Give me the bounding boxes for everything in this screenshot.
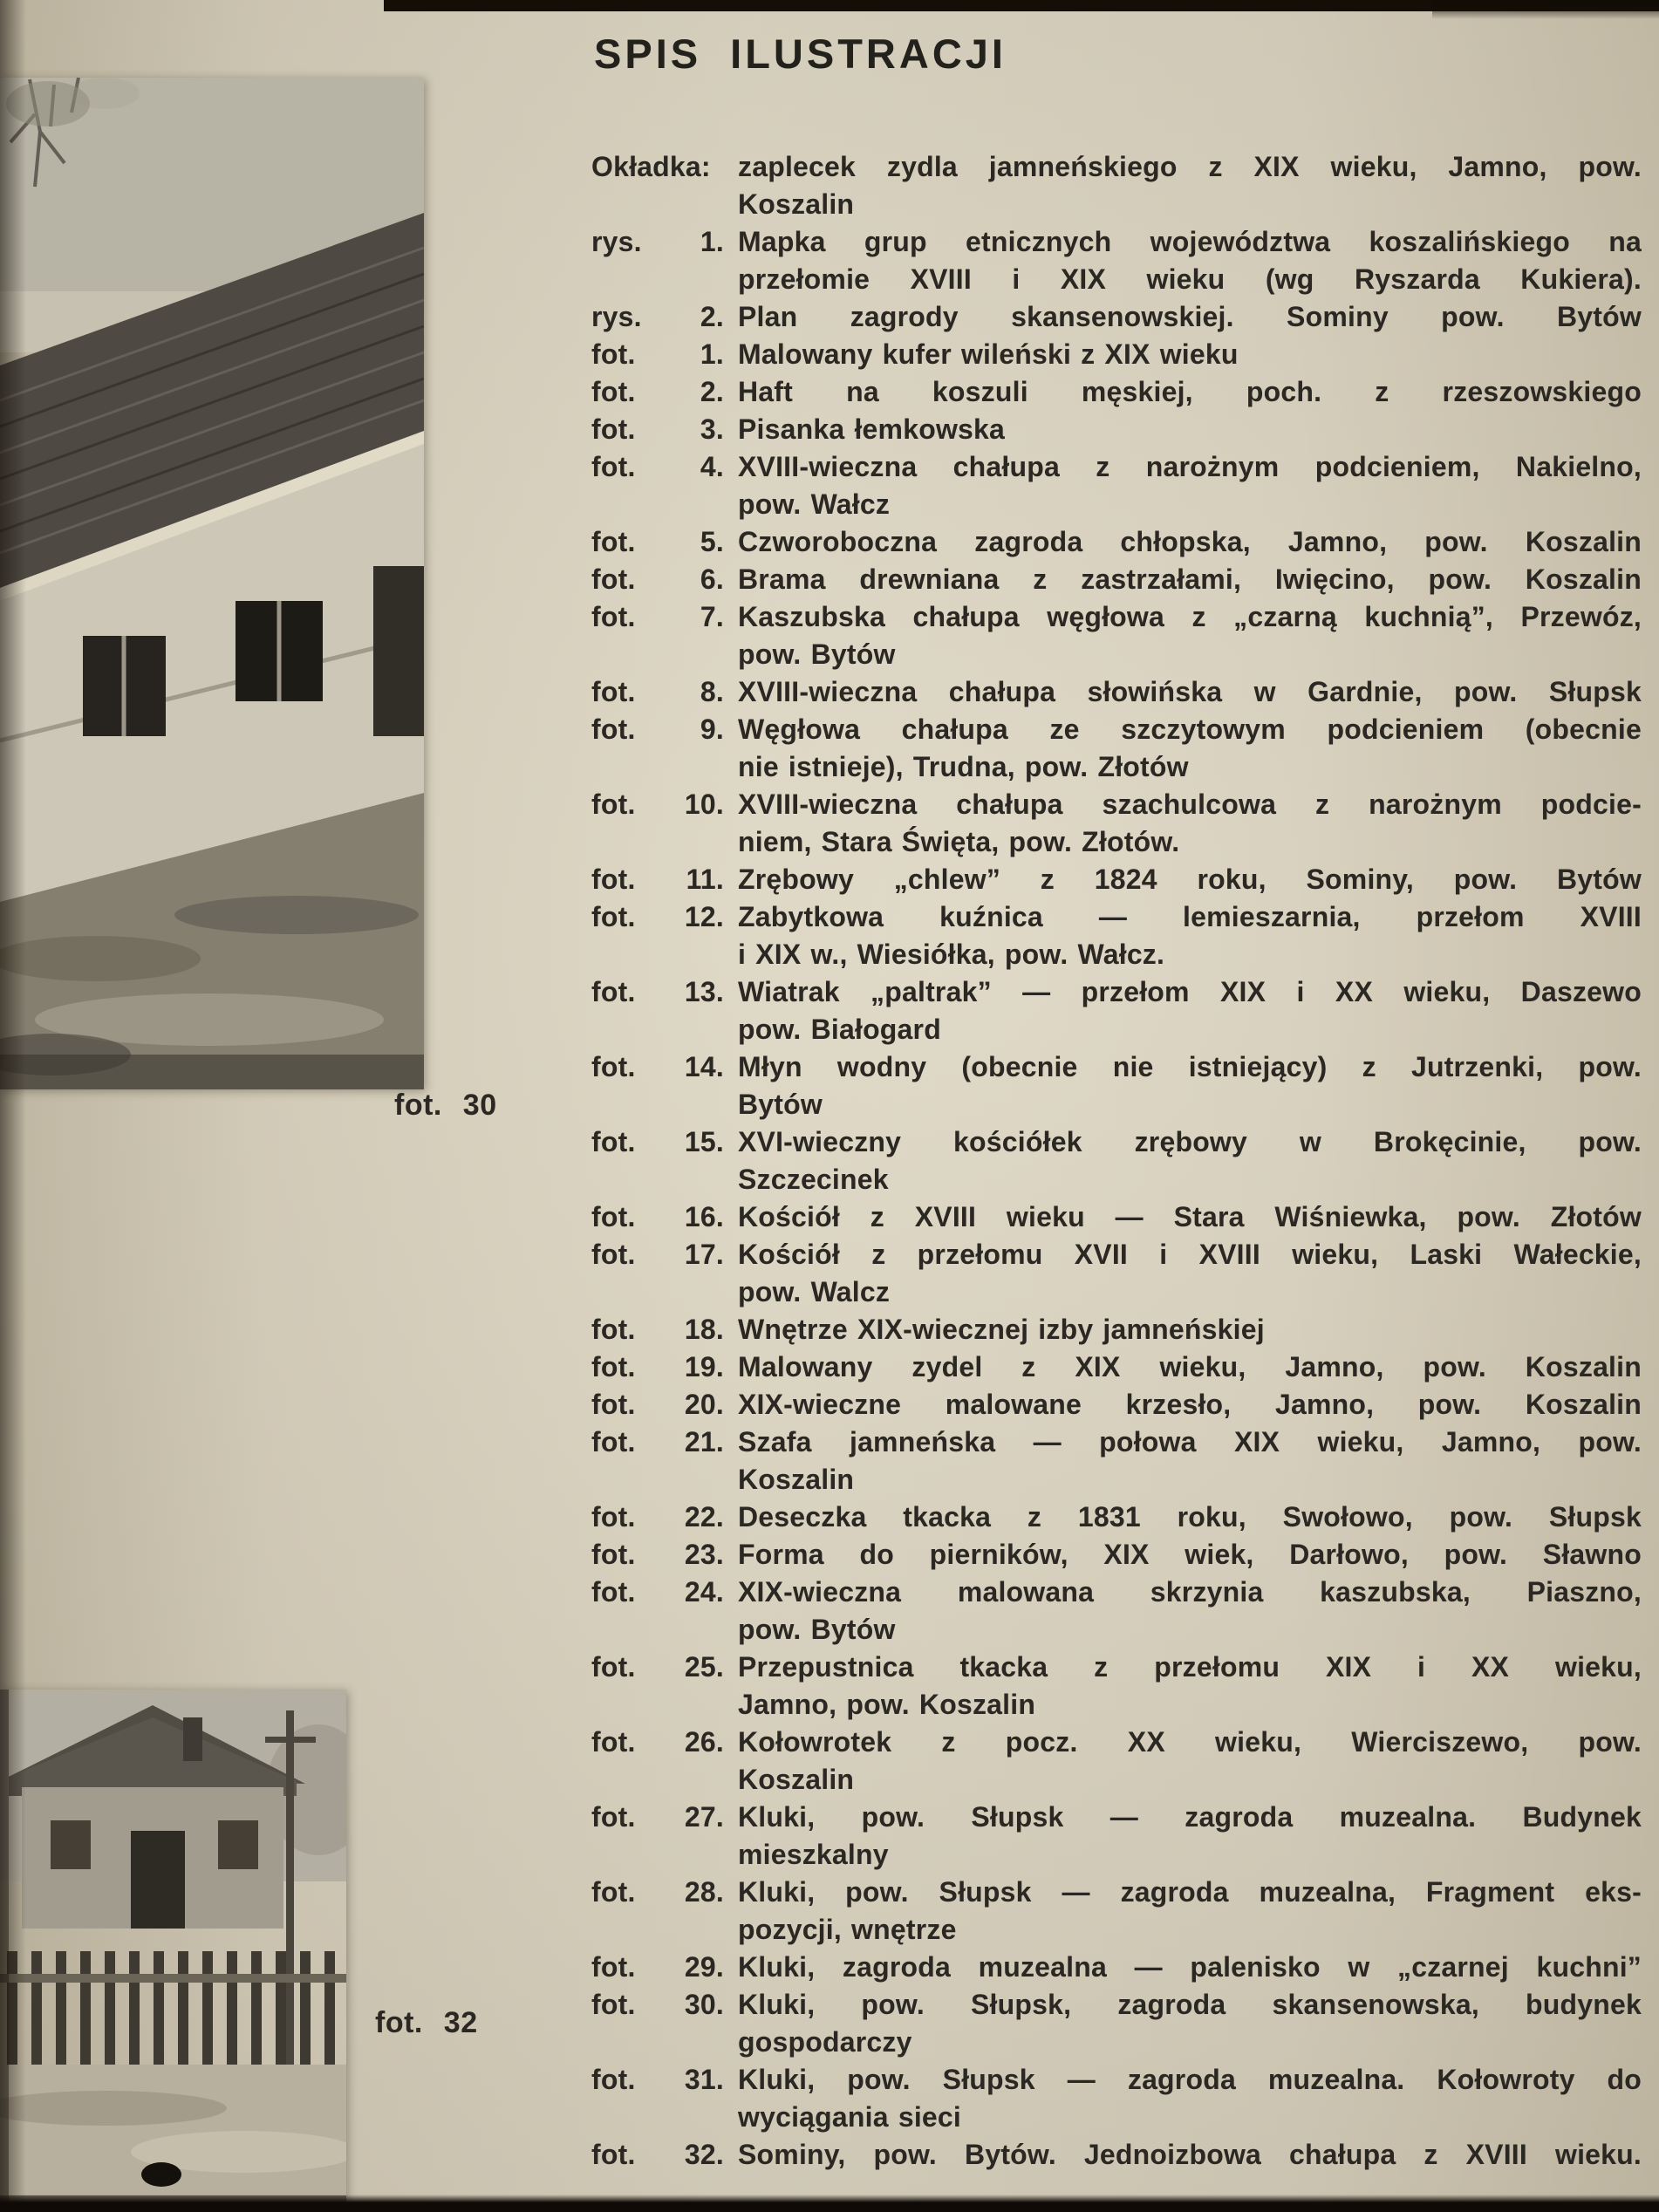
entry-text <box>738 1423 1642 1499</box>
entry-text <box>738 336 1642 373</box>
entry-text <box>738 711 1642 786</box>
entry-prefix: rys. <box>591 226 642 257</box>
entry-prefix: fot. <box>591 2139 636 2170</box>
entry-number: 20. <box>684 1389 724 1420</box>
entry-prefix: fot. <box>591 1726 636 1758</box>
photo-caption-fot-32: fot. 32 <box>375 2006 478 2039</box>
entry-prefix: fot. <box>591 1951 636 1983</box>
list-entry <box>591 1236 1642 1311</box>
entry-line: Plan zagrody skansenowskiej. Sominy pow. Bytów <box>738 301 1642 332</box>
entry-prefix: fot. <box>591 789 636 820</box>
entry-text <box>738 561 1642 598</box>
entry-label <box>591 1198 724 1236</box>
entry-prefix: fot. <box>591 413 636 445</box>
entry-text <box>738 673 1642 711</box>
entry-line: Kluki, pow. Słupsk — zagroda muzealna. Budynek <box>738 1801 1642 1833</box>
entry-label <box>591 973 724 1048</box>
entry-number: 29. <box>684 1951 724 1983</box>
entry-label <box>591 598 724 673</box>
list-entry <box>591 2136 1642 2174</box>
entry-label <box>591 223 724 298</box>
entry-line: Kościół z przełomu XVII i XVIII wieku, Laski Wałeckie, <box>738 1239 1642 1270</box>
entry-line: pozycji, wnętrze <box>738 1914 957 1945</box>
list-entry <box>591 336 1642 373</box>
entry-line: Koszalin <box>738 188 855 220</box>
entry-number: 4. <box>700 451 724 482</box>
list-entry <box>591 2061 1642 2136</box>
entry-number: 27. <box>684 1801 724 1833</box>
entry-number: 23. <box>684 1539 724 1570</box>
list-entry <box>591 1799 1642 1874</box>
entry-prefix: fot. <box>591 338 636 370</box>
entry-label <box>591 1536 724 1574</box>
entry-text <box>738 1311 1642 1348</box>
entry-label <box>591 673 724 711</box>
list-entry <box>591 1386 1642 1423</box>
entry-line: pow. Wałcz <box>738 488 891 520</box>
entry-number: 1. <box>700 338 724 370</box>
entry-text <box>738 1574 1642 1649</box>
entry-number: 6. <box>700 563 724 595</box>
list-entry <box>591 1986 1642 2061</box>
entry-label <box>591 561 724 598</box>
entry-label <box>591 1799 724 1874</box>
entry-prefix: fot. <box>591 376 636 407</box>
entry-line: Koszalin <box>738 1464 855 1495</box>
entry-number: 16. <box>684 1201 724 1232</box>
list-entry <box>591 1536 1642 1574</box>
entry-text <box>738 973 1642 1048</box>
page-edge-left <box>0 0 26 2212</box>
entry-line: Kluki, pow. Słupsk, zagroda skansenowska, budynek <box>738 1989 1642 2020</box>
entry-label <box>591 298 724 336</box>
list-entry <box>591 898 1642 973</box>
entry-label <box>591 523 724 561</box>
entry-number: 2. <box>700 301 724 332</box>
list-entry <box>591 786 1642 861</box>
entry-line: gospodarczy <box>738 2026 912 2058</box>
list-entry <box>591 673 1642 711</box>
photo-farm-building-image <box>0 1690 346 2212</box>
entry-text <box>738 786 1642 861</box>
entry-label <box>591 1874 724 1949</box>
entry-line: Kluki, pow. Słupsk — zagroda muzealna. Kołowroty do <box>738 2064 1642 2095</box>
entry-line: XVIII-wieczna chałupa z narożnym podcieniem, Nakielno, <box>738 451 1642 482</box>
entry-number: 3. <box>700 413 724 445</box>
entry-line: nie istnieje), Trudna, pow. Złotów <box>738 751 1189 782</box>
entry-number: 1. <box>700 226 724 257</box>
entry-text <box>738 1536 1642 1574</box>
entry-line: Kołowrotek z pocz. XX wieku, Wierciszewo, pow. <box>738 1726 1642 1758</box>
entry-line: Forma do pierników, XIX wiek, Darłowo, pow. Sławno <box>738 1539 1642 1570</box>
entry-text <box>738 523 1642 561</box>
list-entry <box>591 973 1642 1048</box>
list-entry <box>591 148 1642 223</box>
entry-number: 18. <box>684 1314 724 1345</box>
entry-line: Zrębowy „chlew” z 1824 roku, Sominy, pow. Bytów <box>738 864 1642 895</box>
entry-label <box>591 1949 724 1986</box>
entry-line: zaplecek zydla jamneńskiego z XIX wieku, Jamno, pow. <box>738 151 1642 182</box>
entry-text <box>738 1386 1642 1423</box>
entry-line: Malowany zydel z XIX wieku, Jamno, pow. Koszalin <box>738 1351 1642 1382</box>
entry-text <box>738 1348 1642 1386</box>
page-title: SPIS ILUSTRACJI <box>594 31 1007 77</box>
entry-prefix: fot. <box>591 1539 636 1570</box>
list-entry <box>591 1048 1642 1123</box>
entry-number: 2. <box>700 376 724 407</box>
entry-text <box>738 1986 1642 2061</box>
list-entry <box>591 711 1642 786</box>
list-entry <box>591 598 1642 673</box>
entry-line: Kościół z XVIII wieku — Stara Wiśniewka, pow. Złotów <box>738 1201 1642 1232</box>
list-entry <box>591 223 1642 298</box>
entry-text <box>738 373 1642 411</box>
entry-text <box>738 1048 1642 1123</box>
entry-prefix: fot. <box>591 1989 636 2020</box>
entry-line: wyciągania sieci <box>738 2101 962 2133</box>
list-entry <box>591 411 1642 448</box>
entry-label <box>591 1311 724 1348</box>
entry-text <box>738 2061 1642 2136</box>
entry-label <box>591 1986 724 2061</box>
entry-number: 9. <box>700 713 724 745</box>
entry-label <box>591 1574 724 1649</box>
entry-prefix: fot. <box>591 1651 636 1683</box>
list-entry <box>591 523 1642 561</box>
entry-prefix: fot. <box>591 1876 636 1908</box>
entry-number: 22. <box>684 1501 724 1533</box>
list-entry <box>591 1123 1642 1198</box>
entry-line: mieszkalny <box>738 1839 889 1870</box>
entry-number: 5. <box>700 526 724 557</box>
entry-text <box>738 598 1642 673</box>
entry-number: 17. <box>684 1239 724 1270</box>
entry-line: XVIII-wieczna chałupa szachulcowa z narożnym podcie- <box>738 789 1642 820</box>
entry-line: XVI-wieczny kościółek zrębowy w Brokęcinie, pow. <box>738 1126 1642 1157</box>
entry-text <box>738 298 1642 336</box>
entry-text <box>738 1649 1642 1724</box>
entry-text <box>738 411 1642 448</box>
entry-text <box>738 148 1642 223</box>
entry-number: 25. <box>684 1651 724 1683</box>
entry-text <box>738 898 1642 973</box>
entry-label <box>591 711 724 786</box>
entry-line: pow. Bytów <box>738 638 896 670</box>
entry-prefix: fot. <box>591 713 636 745</box>
entry-line: Młyn wodny (obecnie nie istniejący) z Jutrzenki, pow. <box>738 1051 1642 1082</box>
entry-line: Mapka grup etnicznych województwa koszalińskiego na <box>738 226 1642 257</box>
entry-label <box>591 411 724 448</box>
entry-line: pow. Bytów <box>738 1614 896 1645</box>
entry-label <box>591 1649 724 1724</box>
entry-label <box>591 2136 724 2174</box>
entry-line: Kluki, zagroda muzealna — palenisko w „czarnej kuchni” <box>738 1951 1642 1983</box>
entry-number: 32. <box>684 2139 724 2170</box>
entry-prefix: fot. <box>591 1051 636 1082</box>
entry-line: Pisanka łemkowska <box>738 413 1006 445</box>
entry-label <box>591 898 724 973</box>
entry-line: przełomie XVIII i XIX wieku (wg Ryszarda Kukiera). <box>738 263 1642 295</box>
list-entry <box>591 561 1642 598</box>
entry-number: 7. <box>700 601 724 632</box>
entry-line: Brama drewniana z zastrzałami, Iwięcino, pow. Koszalin <box>738 563 1642 595</box>
entry-prefix: rys. <box>591 301 642 332</box>
entry-text <box>738 1724 1642 1799</box>
photo-farm-building <box>0 1690 346 2212</box>
list-entry <box>591 1949 1642 1986</box>
entry-number: 24. <box>684 1576 724 1608</box>
list-entry <box>591 448 1642 523</box>
entry-number: 12. <box>684 901 724 932</box>
entry-label <box>591 1386 724 1423</box>
entry-line: Przepustnica tkacka z przełomu XIX i XX wieku, <box>738 1651 1642 1683</box>
entry-prefix: fot. <box>591 676 636 707</box>
entry-line: niem, Stara Święta, pow. Złotów. <box>738 826 1180 857</box>
entry-number: 28. <box>684 1876 724 1908</box>
entry-line: Szczecinek <box>738 1164 889 1195</box>
entry-label <box>591 1123 724 1198</box>
entry-prefix: fot. <box>591 451 636 482</box>
entry-line: XIX-wieczne malowane krzesło, Jamno, pow. Koszalin <box>738 1389 1642 1420</box>
entry-line: XIX-wieczna malowana skrzynia kaszubska, Piaszno, <box>738 1576 1642 1608</box>
entry-prefix: fot. <box>591 1426 636 1458</box>
entry-number: 26. <box>684 1726 724 1758</box>
list-entry <box>591 1724 1642 1799</box>
entry-line: Bytów <box>738 1089 823 1120</box>
entry-label <box>591 1348 724 1386</box>
entry-line: Kaszubska chałupa węgłowa z „czarną kuchnią”, Przewóz, <box>738 601 1642 632</box>
entry-number: 15. <box>684 1126 724 1157</box>
entry-number: 21. <box>684 1426 724 1458</box>
entry-line: Haft na koszuli męskiej, poch. z rzeszowskiego <box>738 376 1642 407</box>
entry-line: Zabytkowa kuźnica — lemieszarnia, przełom XVIII <box>738 901 1642 932</box>
entry-text <box>738 1874 1642 1949</box>
entry-number: 10. <box>684 789 724 820</box>
entry-number: 14. <box>684 1051 724 1082</box>
entry-prefix: fot. <box>591 1801 636 1833</box>
list-entry <box>591 1423 1642 1499</box>
entry-prefix: fot. <box>591 1351 636 1382</box>
entry-number: 31. <box>684 2064 724 2095</box>
entry-text <box>738 861 1642 898</box>
entry-prefix: fot. <box>591 563 636 595</box>
entry-line: pow. Białogard <box>738 1014 941 1045</box>
entry-line: Wnętrze XIX-wiecznej izby jamneńskiej <box>738 1314 1265 1345</box>
entry-line: Jamno, pow. Koszalin <box>738 1689 1036 1720</box>
entry-label <box>591 1048 724 1123</box>
list-entry <box>591 1499 1642 1536</box>
entry-label <box>591 448 724 523</box>
entry-label <box>591 148 724 223</box>
entry-number: 11. <box>686 864 724 895</box>
entry-text <box>738 223 1642 298</box>
entry-label <box>591 861 724 898</box>
entry-prefix: fot. <box>591 601 636 632</box>
entry-line: Czworoboczna zagroda chłopska, Jamno, pow. Koszalin <box>738 526 1642 557</box>
photo-thatched-cottage <box>0 78 424 1089</box>
entry-text <box>738 1198 1642 1236</box>
photo-thatched-cottage-image <box>0 78 424 1089</box>
entry-label <box>591 2061 724 2136</box>
entry-prefix: fot. <box>591 1576 636 1608</box>
entry-text <box>738 1799 1642 1874</box>
entry-line: Węgłowa chałupa ze szczytowym podcieniem (obecnie <box>738 713 1642 745</box>
entry-label <box>591 336 724 373</box>
entry-label <box>591 786 724 861</box>
page-edge-bottom <box>0 2195 1659 2212</box>
entry-prefix: fot. <box>591 1239 636 1270</box>
entry-prefix: fot. <box>591 976 636 1007</box>
entry-prefix: fot. <box>591 1201 636 1232</box>
list-entry <box>591 373 1642 411</box>
entry-label <box>591 1236 724 1311</box>
entry-prefix: fot. <box>591 1314 636 1345</box>
entry-text <box>738 2136 1642 2174</box>
entry-line: Kluki, pow. Słupsk — zagroda muzealna, Fragment eks- <box>738 1876 1642 1908</box>
entry-text <box>738 448 1642 523</box>
entry-label <box>591 1499 724 1536</box>
entry-line: Malowany kufer wileński z XIX wieku <box>738 338 1239 370</box>
entry-prefix: fot. <box>591 1501 636 1533</box>
entry-line: XVIII-wieczna chałupa słowińska w Gardnie, pow. Słupsk <box>738 676 1642 707</box>
entry-prefix: fot. <box>591 901 636 932</box>
list-entry <box>591 1348 1642 1386</box>
entry-number: 13. <box>684 976 724 1007</box>
entry-prefix: Okładka: <box>591 151 711 182</box>
entry-line: Szafa jamneńska — połowa XIX wieku, Jamno, pow. <box>738 1426 1642 1458</box>
entry-label <box>591 1423 724 1499</box>
illustration-list <box>591 148 1642 2174</box>
list-entry <box>591 861 1642 898</box>
list-entry <box>591 1198 1642 1236</box>
list-entry <box>591 1874 1642 1949</box>
list-entry <box>591 1311 1642 1348</box>
entry-text <box>738 1236 1642 1311</box>
list-entry <box>591 298 1642 336</box>
entry-line: i XIX w., Wiesiółka, pow. Wałcz. <box>738 939 1165 970</box>
entry-label <box>591 1724 724 1799</box>
entry-text <box>738 1123 1642 1198</box>
entry-text <box>738 1499 1642 1536</box>
list-entry <box>591 1574 1642 1649</box>
entry-line: Wiatrak „paltrak” — przełom XIX i XX wieku, Daszewo <box>738 976 1642 1007</box>
entry-prefix: fot. <box>591 1126 636 1157</box>
entry-line: Koszalin <box>738 1764 855 1795</box>
entry-prefix: fot. <box>591 2064 636 2095</box>
entry-prefix: fot. <box>591 864 636 895</box>
photo-caption-fot-30: fot. 30 <box>394 1089 497 1122</box>
entry-number: 19. <box>684 1351 724 1382</box>
entry-label <box>591 373 724 411</box>
list-entry <box>591 1649 1642 1724</box>
entry-line: Sominy, pow. Bytów. Jednoizbowa chałupa z XVIII wieku. <box>738 2139 1642 2170</box>
entry-number: 30. <box>684 1989 724 2020</box>
entry-number: 8. <box>700 676 724 707</box>
entry-prefix: fot. <box>591 1389 636 1420</box>
entry-line: pow. Walcz <box>738 1276 891 1307</box>
entry-text <box>738 1949 1642 1986</box>
page-edge-top-right <box>1432 0 1659 19</box>
entry-line: Deseczka tkacka z 1831 roku, Swołowo, pow. Słupsk <box>738 1501 1642 1533</box>
entry-prefix: fot. <box>591 526 636 557</box>
